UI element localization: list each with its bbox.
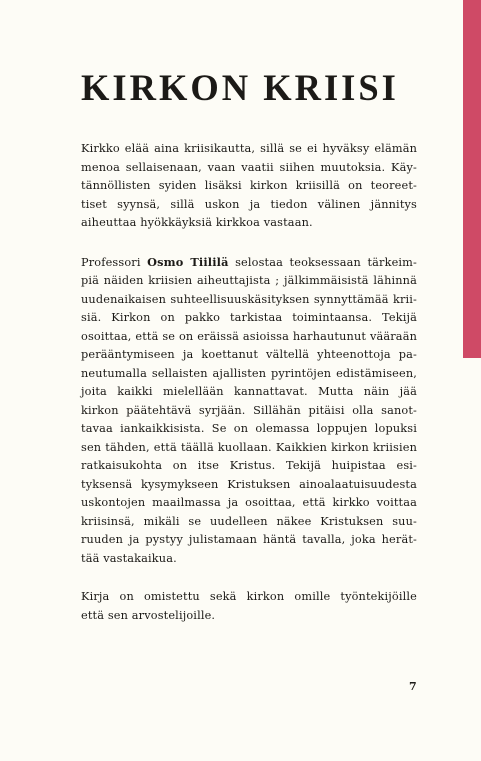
- text-line: sen tähden, että täällä kuollaan. Kaikkien kirkon kriisien: [81, 440, 417, 454]
- author-name: Osmo Tiililä: [147, 254, 229, 269]
- text-line: perääntymiseen ja koettanut vältellä yhteenottoja pa-: [81, 348, 417, 361]
- text-line: menoa sellaisenaan, vaan vaatii siihen muutoksia. Käy-: [81, 160, 417, 174]
- text-line: uskontojen maailmassa ja osoittaa, että kirkko voittaa: [81, 496, 417, 509]
- text-line: uudenaikaisen suhteellisuuskäsityksen synnyttämää krii-: [81, 292, 417, 306]
- paragraph-1: [81, 140, 417, 233]
- text-line: tää vastakaikua.: [81, 551, 177, 565]
- text-line: tyksensä kysymykseen Kristuksen ainoalaatuisuudesta: [81, 477, 417, 491]
- text-line: tännöllisten syiden lisäksi kirkon kriisillä on teoreet-: [81, 179, 417, 192]
- text-line: aiheuttaa hyökkäyksiä kirkkoa vastaan.: [81, 216, 313, 229]
- paragraph-3: [81, 588, 417, 625]
- text-line: kriisinsä, mikäli se uudelleen näkee Kristuksen suu-: [81, 514, 417, 528]
- text-line: Kirja on omistettu sekä kirkon omille työntekijöille: [81, 590, 417, 603]
- text-line: kirkon päätehtävä syrjään. Sillähän pitäisi olla sanot-: [81, 403, 417, 417]
- page-edge-marker: [463, 0, 481, 358]
- text-fragment: selostaa teoksessaan tärkeim-: [228, 255, 418, 269]
- text-line: joita kaikki mielellään kannattavat. Mutta näin jää: [81, 385, 417, 398]
- page-number: 7: [409, 680, 417, 693]
- text-line: [81, 253, 417, 273]
- text-line: tiset syynsä, sillä uskon ja tiedon välinen jännitys: [81, 197, 417, 211]
- page-content: [81, 66, 417, 645]
- text-line: ruuden ja pystyy julistamaan häntä tavalla, joka herät-: [81, 533, 417, 546]
- text-line: osoittaa, että se on eräissä asioissa harhautunut vääraän: [81, 329, 417, 343]
- text-fragment: Professori: [81, 255, 148, 269]
- text-line: että sen arvostelijoille.: [81, 608, 216, 622]
- paragraph-2: [81, 253, 417, 569]
- text-line: siä. Kirkon on pakko tarkistaa toimintaansa. Tekijä: [81, 311, 417, 324]
- text-line: neutumalla sellaisten ajallisten pyrintöjen edistämiseen,: [81, 366, 417, 380]
- text-line: Kirkko elää aina kriisikautta, sillä se ei hyväksy elämän: [81, 142, 417, 155]
- text-line: piä näiden kriisien aiheuttajista ; jälkimmäisistä lähinnä: [81, 274, 417, 287]
- text-line: ratkaisukohta on itse Kristus. Tekijä huipistaa esi-: [81, 459, 417, 472]
- page-title: KIRKON KRIISI: [81, 67, 399, 108]
- text-line: tavaa iankaikkisista. Se on olemassa loppujen lopuksi: [81, 422, 417, 435]
